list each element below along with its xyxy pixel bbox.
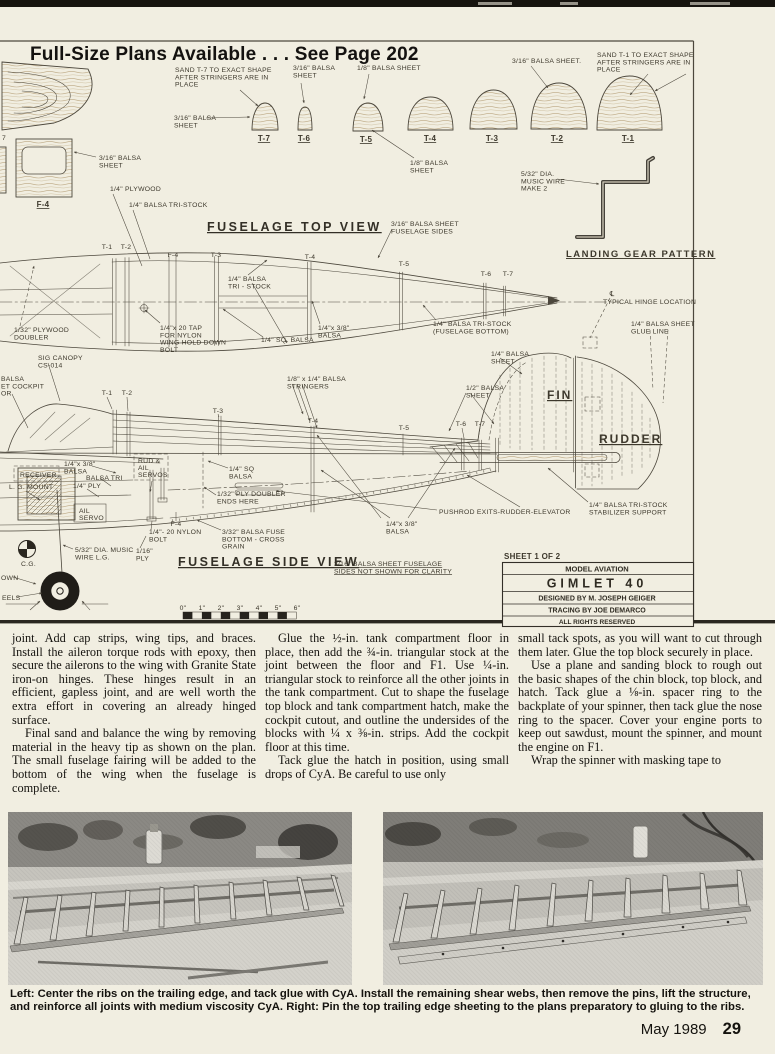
plan-label: T-3	[210, 252, 222, 259]
plan-label: 3/16" BALSA SHEET	[174, 115, 217, 130]
plan-label: OWN	[1, 575, 19, 582]
title-block-rights: ALL RIGHTS RESERVED	[558, 619, 636, 626]
plan-label: BALSA TRI	[86, 475, 123, 482]
plan-label: 1/16" PLY	[136, 548, 153, 563]
plan-label: 0"	[179, 605, 187, 612]
plan-label: SAND T-7 TO EXACT SHAPE AFTER STRINGERS ARE IN PLACE	[175, 67, 272, 89]
paragraph: joint. Add cap strips, wing tips, and braces. Install the aileron torque rods with epoxy, then secure the ailerons to the wing with Granite State iron-on hinges. These hinges result in an efficient, gapless joint, and are well worth the extra effort in covering an already hinged surface.	[12, 631, 256, 727]
paragraph: Wrap the spinner with masking tape to	[531, 753, 722, 768]
cg-symbol	[19, 541, 36, 558]
plan-label: T-3	[485, 134, 499, 143]
text-column	[12, 632, 256, 795]
plan-label: T-7	[502, 271, 514, 278]
plan-label: 1/4"- 20 NYLON BOLT	[149, 529, 202, 544]
paragraph: Use a plane and sanding block to rough out the basic shapes of the chin block, top block, and hatch. Tack glue a ⅛-in. spacer ring to the backplate of your spinner, then tack glue the nose ring to the spacer. Cover your engine ports to keep out sawdust, mount the spinner, and mount the engine on F1.	[518, 658, 762, 754]
plan-label: 3/32" BALSA FUSE BOTTOM - CROSS GRAIN	[222, 529, 286, 551]
plan-label: RECEIVER	[20, 472, 57, 479]
plan-label: T-6	[455, 421, 467, 428]
plan-label: L. G. MOUNT	[9, 484, 54, 491]
plan-label: 5"	[274, 605, 282, 612]
plan-label: BALSA ET COCKPIT OR	[1, 376, 45, 398]
scale-ruler	[183, 612, 296, 619]
plan-label: 1/32" PLY DOUBLER ENDS HERE	[217, 491, 286, 506]
plan-label: 1/4"x 3/8" BALSA	[64, 461, 96, 476]
plan-label: 1/4" SQ. BALSA	[261, 337, 314, 344]
plan-label: T-5	[359, 135, 373, 144]
f4-former-drawing	[0, 139, 72, 197]
plan-label: 1/4" PLY	[73, 483, 102, 490]
plan-label: 1/2" BALSA SHEET	[466, 385, 505, 400]
plan-label: 1/8" BALSA SHEET	[357, 65, 421, 72]
plan-label: F-4	[167, 252, 179, 259]
paragraph: small tack spots, as you will want to cut through them later. Glue the top block securely in place.	[518, 631, 762, 659]
title-block-publication: MODEL AVIATION	[565, 564, 629, 574]
plan-label: T-2	[121, 390, 133, 397]
title-block	[503, 563, 694, 627]
plan-label: T-1	[621, 134, 635, 143]
plan-label: 1/8" x 1/4" BALSA STRINGERS	[287, 376, 346, 391]
plan-label: SAND T-1 TO EXACT SHAPE AFTER STRINGERS ARE IN PLACE	[597, 52, 694, 74]
plan-label: 1/4" BALSA TRI-STOCK (FUSELAGE BOTTOM)	[433, 321, 512, 336]
photo-trailing-edge-sheeting	[383, 812, 763, 985]
plan-label: T-7	[474, 421, 486, 428]
page-number: 29	[722, 1020, 741, 1038]
issue-date: May 1989	[640, 1021, 707, 1038]
plan-label: 1/4" BALSA TRI - STOCK	[228, 276, 272, 291]
plan-label: 1/4"x 3/8" BALSA	[386, 521, 418, 536]
plan-label: 3/16" BALSA SHEET FUSELAGE SIDES	[391, 221, 459, 236]
plan-label: T-7	[257, 134, 271, 143]
plan-label: 3/16" BALSA SHEET.	[512, 58, 582, 65]
plan-label: T-6	[297, 134, 311, 143]
landing-gear-pattern-drawing	[577, 158, 653, 237]
plan-label: LANDING GEAR PATTERN	[566, 249, 716, 260]
former-sections-drawing	[252, 76, 662, 131]
plan-label: 1/4" BALSA SHEET GLUE LINE	[631, 321, 695, 336]
plan-label: SIG CANOPY CS-014	[38, 355, 83, 370]
plan-label: 3/16" BALSA SHEET	[99, 155, 142, 170]
plan-label: TYPICAL HINGE LOCATION	[603, 299, 697, 306]
plan-label: 6"	[293, 605, 301, 612]
plan-label: 1/4" SQ BALSA	[229, 466, 255, 481]
plan-label: 3/16" BALSA SHEET	[293, 65, 336, 80]
paragraph: Tack glue the hatch in position, using small drops of CyA. Be careful to use only	[265, 753, 509, 781]
paragraph: Final sand and balance the wing by removing material in the heavy tip as shown on the plan. The small fuselage fairing will be added to the bottom of the wing when the fuselage is complete.	[12, 726, 256, 795]
plan-label: T-4	[423, 134, 437, 143]
plan-label: T-5	[398, 425, 410, 432]
plan-label: 2"	[217, 605, 225, 612]
plan-label: RUD & AIL SERVOS	[138, 458, 168, 479]
plan-label: 1/4" PLYWOOD	[110, 186, 161, 193]
plan-label: T-1	[101, 390, 113, 397]
article-text	[12, 632, 763, 795]
plan-label: 1/4" BALSA SHEET	[491, 351, 530, 366]
plan-label: 5/32" DIA. MUSIC WIRE MAKE 2	[521, 171, 566, 193]
plan-label: EELS	[2, 595, 21, 602]
plan-label: 3"	[236, 605, 244, 612]
plans-banner: Full-Size Plans Available . . . See Page 202	[30, 44, 419, 65]
plan-label: ℄	[609, 291, 615, 298]
plan-label: SHEET 1 OF 2	[504, 552, 561, 561]
plan-label: 1/4"x 20 TAP FOR NYLON WING HOLD DOWN BOLT	[160, 325, 227, 354]
plan-label: 7	[2, 135, 7, 142]
plan-label: 3/16" BALSA SHEET FUSELAGE SIDES NOT SHOWN FOR CLARITY	[334, 561, 453, 576]
plan-label: 1/4" BALSA TRI-STOCK	[129, 202, 208, 209]
plan-label: T-3	[212, 408, 224, 415]
title-block-designer: DESIGNED BY M. JOSEPH GEIGER	[538, 595, 656, 603]
plan-label: F-4	[170, 521, 182, 528]
plan-label: T-5	[398, 261, 410, 268]
plan-label: T-6	[480, 271, 492, 278]
plan-label: PUSHROD EXITS-RUDDER-ELEVATOR	[439, 509, 571, 516]
photo-wing-ribs	[8, 812, 352, 985]
title-block-model-name: GIMLET 40	[546, 576, 648, 591]
plan-label: T-2	[120, 244, 132, 251]
plan-label: FUSELAGE TOP VIEW	[207, 220, 382, 234]
page-footer	[641, 1020, 741, 1039]
text-column	[518, 632, 762, 795]
wingtip-blank-drawing	[2, 62, 92, 130]
plan-label: 4"	[255, 605, 263, 612]
plan-label: 1"	[198, 605, 206, 612]
plan-label: T-2	[550, 134, 564, 143]
plan-label: 1/32" PLYWOOD DOUBLER	[14, 327, 70, 342]
paragraph: Glue the ½-in. tank compartment floor in place, then add the ¾-in. triangular stock at the joint between the floor and F1. Use ¼-in. triangular stock to reinforce all the other joints in the tank compartment. Cut to shape the fuselage top block and tank compartment hatch, make the cockpit cutout, and outline the undersides of the blocks with ¼ x ⅜-in. strips. Add the cockpit floor at this time.	[265, 631, 509, 754]
plan-label: 1/4"x 3/8" BALSA	[318, 325, 350, 340]
text-column	[265, 632, 509, 795]
plan-label: 5/32" DIA. MUSIC WIRE L.G.	[75, 547, 134, 562]
plan-label: F-4	[36, 200, 50, 209]
plan-label: T-4	[307, 418, 319, 425]
plan-label: T-4	[304, 254, 316, 261]
plan-label: RUDDER	[599, 432, 663, 446]
title-block-tracer: TRACING BY JOE DEMARCO	[548, 607, 646, 615]
plan-label: AIL SERVO	[79, 508, 104, 522]
photo-caption: Left: Center the ribs on the trailing edge, and tack glue with CyA. Install the remaining shear webs, then remove the pins, lift the structure, and reinforce all joints with medium viscosity CyA. Right: Pin the top trailing edge sheeting to the plans preparatory to gluing to the ribs.	[10, 988, 751, 1013]
plan-label: T-1	[101, 244, 113, 251]
plan-label: 1/4" BALSA TRI-STOCK STABILIZER SUPPORT	[589, 502, 668, 517]
plan-label: FIN	[547, 388, 573, 402]
plan-label: 1/8" BALSA SHEET	[410, 160, 449, 175]
plan-label: C.G.	[21, 561, 36, 568]
plan-label: FUSELAGE SIDE VIEW	[178, 555, 360, 569]
